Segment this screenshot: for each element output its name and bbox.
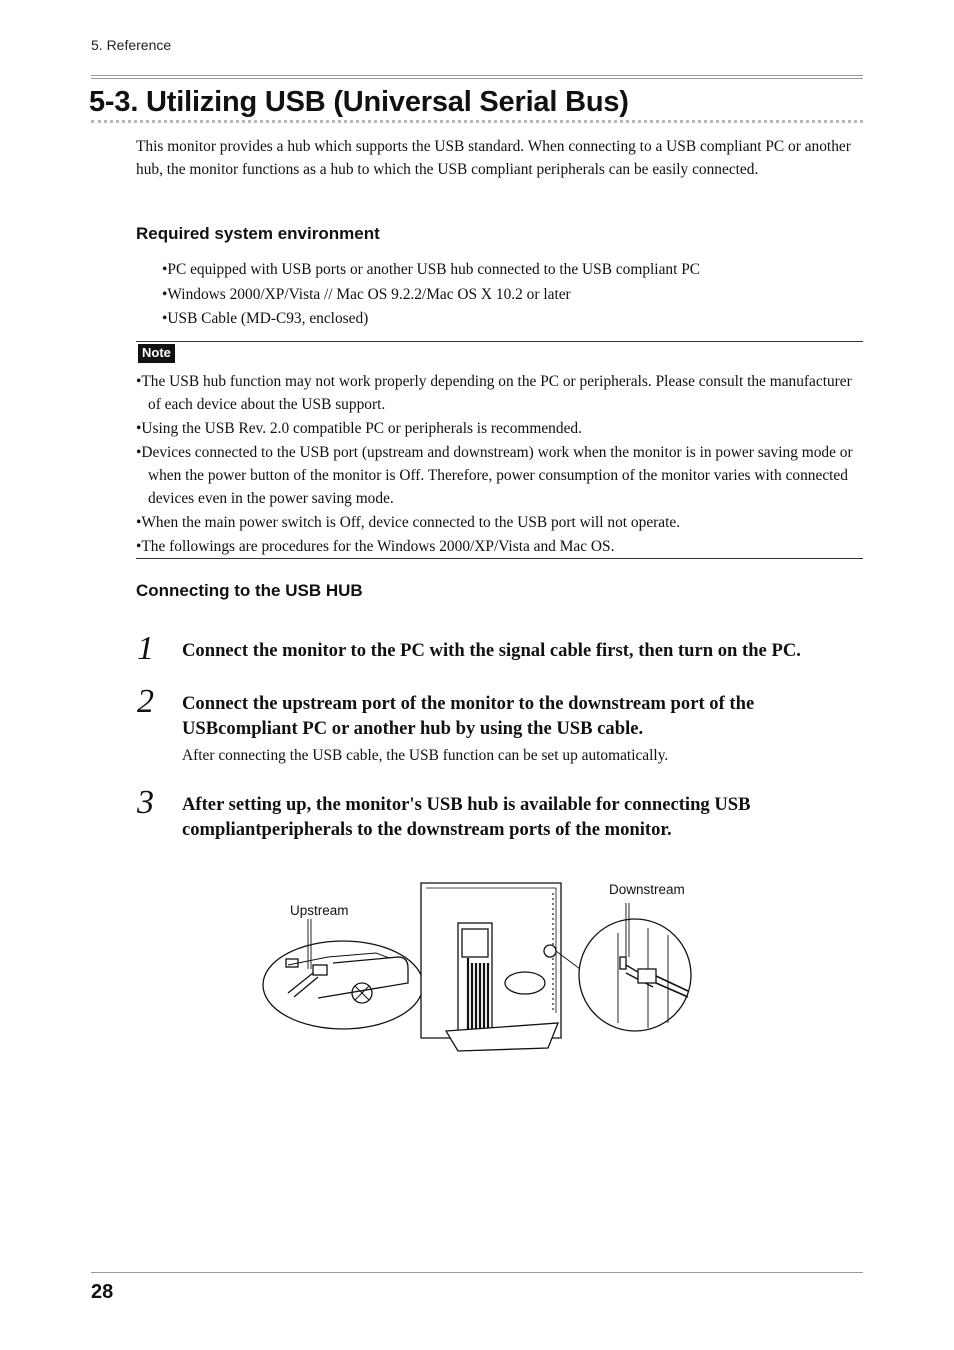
list-item: •When the main power switch is Off, device connected to the USB port will not operate. — [136, 514, 681, 531]
list-item: •Windows 2000/XP/Vista // Mac OS 9.2.2/Mac OS X 10.2 or later — [162, 285, 571, 303]
note-top-rule — [136, 341, 863, 342]
usb-connection-diagram — [258, 873, 698, 1058]
list-item: •USB Cable (MD-C93, enclosed) — [162, 310, 369, 327]
upstream-label: Upstream — [290, 903, 349, 918]
title-dotted-rule — [91, 120, 863, 123]
step-number: 3 — [137, 784, 154, 821]
step-text: After setting up, the monitor's USB hub is available for connecting USB compliantperipherals to the downstream ports of the monitor. — [182, 794, 751, 840]
note-list — [136, 370, 862, 559]
note-label: Note — [138, 344, 175, 363]
list-item: •Using the USB Rev. 2.0 compatible PC or peripherals is recommended. — [136, 420, 582, 437]
requirements-list — [162, 258, 862, 332]
section-title: 5-3. Utilizing USB (Universal Serial Bus) — [89, 86, 629, 118]
step-number: 1 — [137, 630, 154, 667]
monitor-usb-illustration — [258, 873, 698, 1053]
header-rule — [91, 75, 863, 76]
requirements-heading: Required system environment — [136, 224, 380, 243]
list-item: •Devices connected to the USB port (upstream and downstream) work when the monitor is in power saving mode or when the power button of the monitor is Off. Therefore, power consumption of the monitor varies with connected devices even in the power saving mode. — [136, 444, 853, 507]
header-rule-secondary — [91, 78, 863, 79]
note-bottom-rule — [136, 558, 863, 559]
step-text: Connect the monitor to the PC with the signal cable first, then turn on the PC. — [182, 640, 801, 661]
connecting-heading: Connecting to the USB HUB — [136, 581, 363, 600]
breadcrumb: 5. Reference — [91, 37, 172, 53]
step-text: Connect the upstream port of the monitor to the downstream port of the USBcompliant PC or another hub by using the USB cable. — [182, 693, 755, 739]
step-subtext: After connecting the USB cable, the USB function can be set up automatically. — [182, 747, 669, 764]
page-number: 28 — [91, 1281, 114, 1303]
footer-rule — [91, 1272, 863, 1273]
list-item: •The USB hub function may not work properly depending on the PC or peripherals. Please consult the manufacturer of each device about the USB support. — [136, 373, 852, 413]
downstream-label: Downstream — [609, 882, 685, 897]
list-item: •PC equipped with USB ports or another USB hub connected to the USB compliant PC — [162, 261, 701, 278]
step-number: 2 — [137, 683, 154, 720]
list-item: •The followings are procedures for the Windows 2000/XP/Vista and Mac OS. — [136, 538, 615, 555]
intro-paragraph: This monitor provides a hub which supports the USB standard. When connecting to a USB compliant PC or another hub, the monitor functions as a hub to which the USB compliant peripherals can be easily connected. — [136, 138, 851, 178]
